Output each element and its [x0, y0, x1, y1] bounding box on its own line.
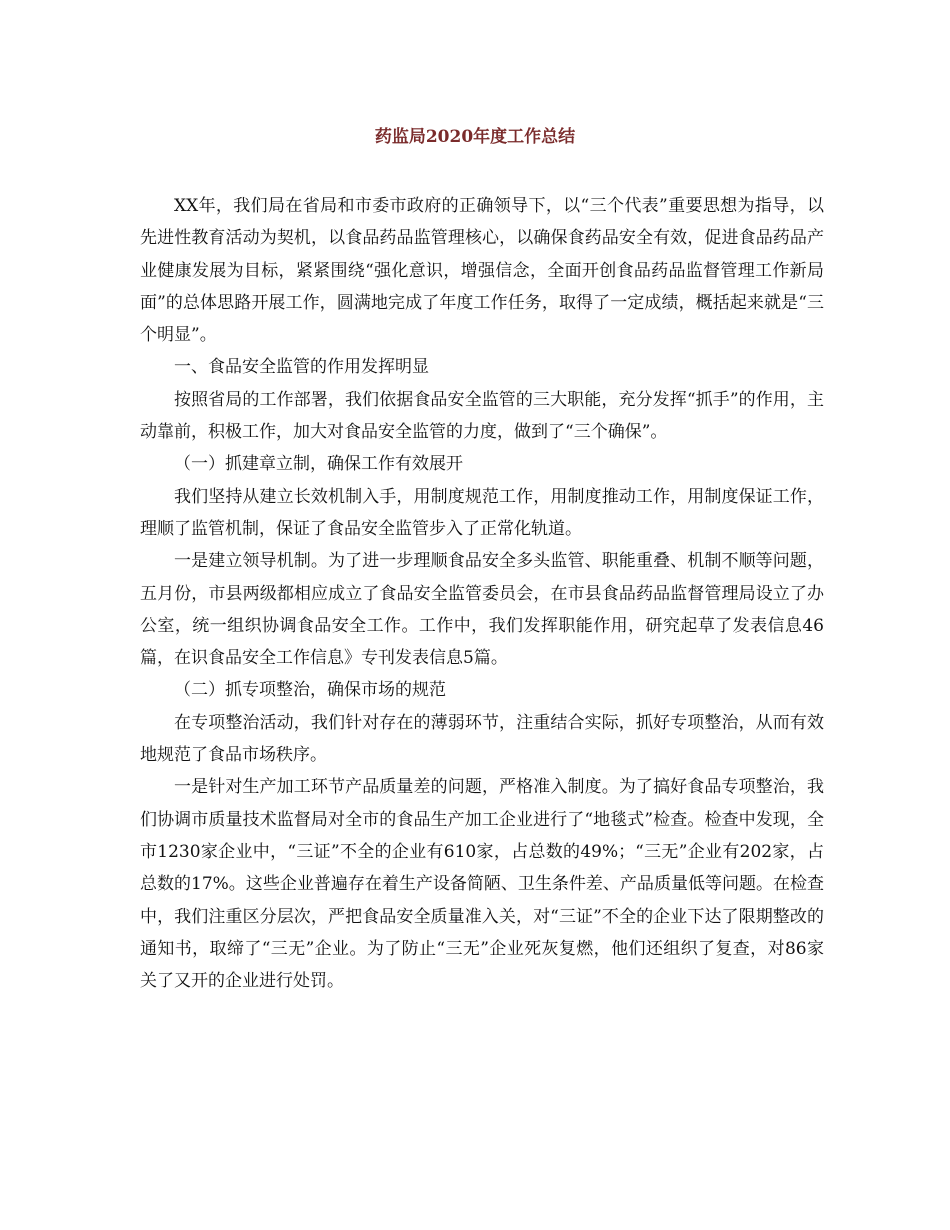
paragraph: 按照省局的工作部署，我们依据食品安全监管的三大职能，充分发挥“抓手”的作用，主动靠前，积极工作，加大对食品安全监管的力度，做到了“三个确保”。 [140, 389, 824, 443]
subsection-heading-1: （一）抓建章立制，确保工作有效展开 [174, 454, 463, 475]
paragraph: 一是针对生产加工环节产品质量差的问题，严格准入制度。为了搞好食品专项整治，我们协调市质量技术监督局对全市的食品生产加工企业进行了“地毯式”检查。检查中发现，全市1230家企业中，“三证”不全的企业有610家，占总数的49%；“三无”企业有202家，占总数的17%。这些企业普遍存在着生产设备简陋、卫生条件差、产品质量低等问题。在检查中，我们注重区分层次，严把食品安全质量准入关，对“三证”不全的企业下达了限期整改的通知书，取缔了“三无”企业。为了防止“三无”企业死灰复燃，他们还组织了复查，对86家关了又开的企业进行处罚。 [140, 777, 824, 992]
paragraph: 一是建立领导机制。为了进一步理顺食品安全多头监管、职能重叠、机制不顺等问题，五月份，市县两级都相应成立了食品安全监管委员会，在市县食品药品监督管理局设立了办公室，统一组织协调食品安全工作。工作中，我们发挥职能作用，研究起草了发表信息46篇，在识食品安全工作信息》专刊发表信息5篇。 [140, 551, 824, 669]
paragraph: 我们坚持从建立长效机制入手，用制度规范工作，用制度推动工作，用制度保证工作，理顺了监管机制，保证了食品安全监管步入了正常化轨道。 [140, 486, 824, 539]
section-heading-1: 一、食品安全监管的作用发挥明显 [174, 357, 429, 378]
document-body [140, 190, 824, 997]
paragraph: 在专项整治活动，我们针对存在的薄弱环节，注重结合实际，抓好专项整治，从而有效地规范了食品市场秩序。 [140, 712, 824, 766]
document-title: 药监局2020年度工作总结 [374, 127, 576, 147]
paragraph-intro: XX年，我们局在省局和市委市政府的正确领导下，以“三个代表”重要思想为指导，以先进性教育活动为契机，以食品药品监管理核心，以确保食药品安全有效，促进食品药品产业健康发展为目标，紧紧围绕“强化意识，增强信念，全面开创食品药品监督管理工作新局面”的总体思路开展工作，圆满地完成了年度工作任务，取得了一定成绩，概括起来就是“三个明显”。 [140, 196, 824, 346]
subsection-heading-2: （二）抓专项整治，确保市场的规范 [174, 680, 446, 701]
